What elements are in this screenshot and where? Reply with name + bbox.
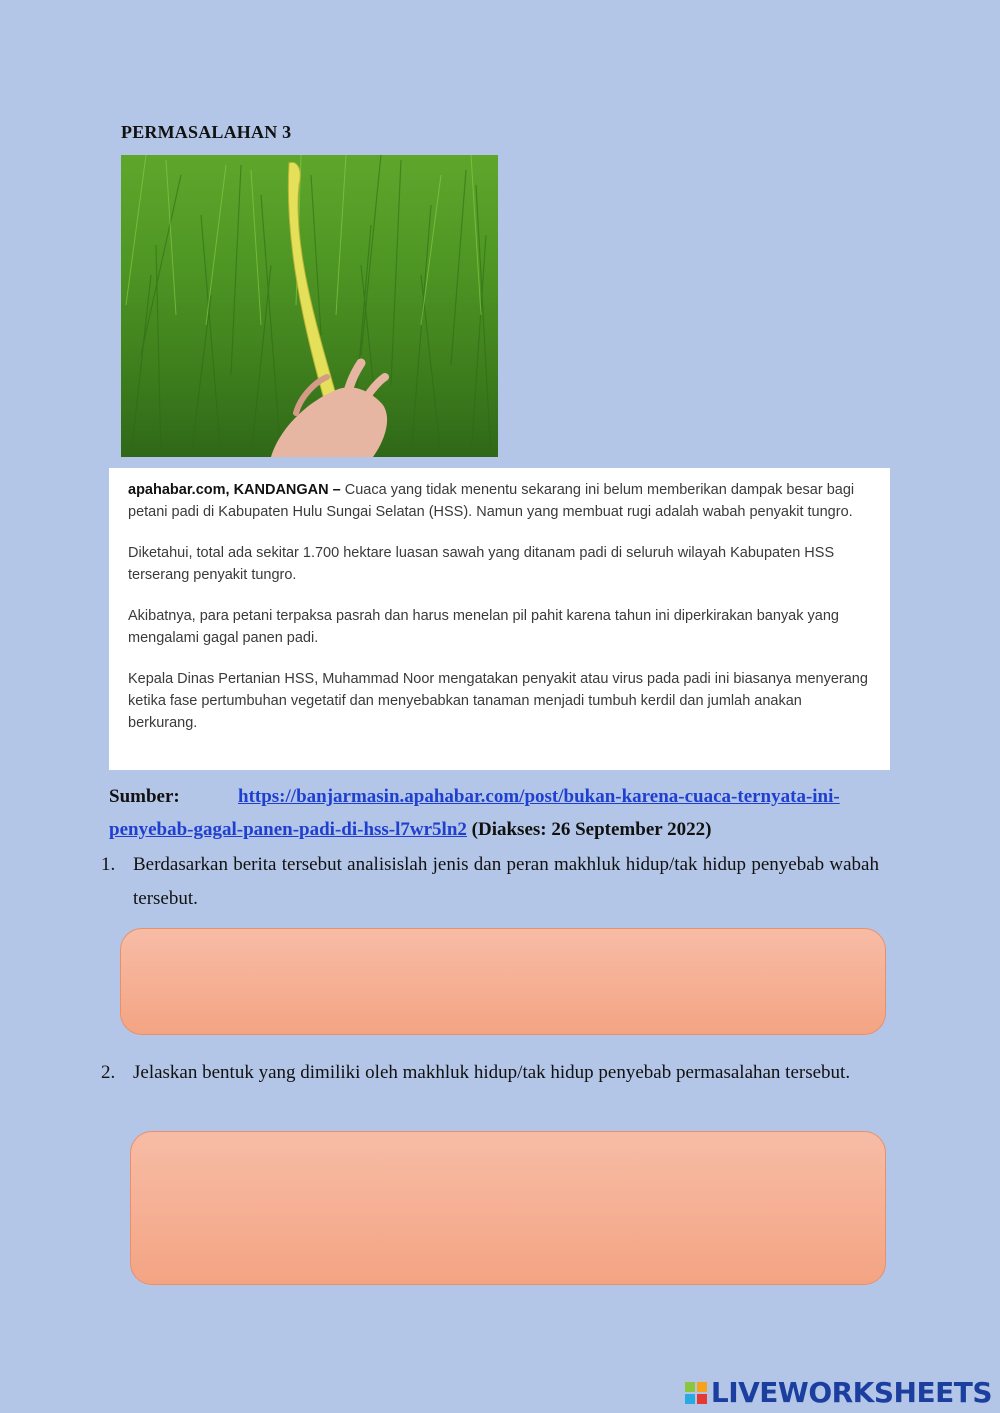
question-text: Berdasarkan berita tersebut analisislah jenis dan peran makhluk hidup/tak hidup penyebab wabah tersebut. — [133, 854, 879, 909]
source-label: Sumber: — [109, 786, 180, 807]
rice-field-photo — [121, 155, 498, 457]
news-paragraph — [128, 668, 872, 734]
news-paragraph — [128, 479, 872, 523]
source-citation — [109, 780, 879, 846]
question-2 — [101, 1056, 879, 1090]
news-paragraph — [128, 542, 872, 586]
question-number: 1. — [101, 854, 116, 875]
news-text: Akibatnya, para petani terpaksa pasrah dan harus menelan pil pahit karena tahun ini diperkirakan banyak yang mengalami gagal panen padi. — [128, 608, 839, 646]
news-article-box — [109, 468, 890, 770]
logo-text: LIVEWORKSHEETS — [710, 1376, 992, 1409]
source-link-part-2[interactable]: penyebab-gagal-panen-padi-di-hss-l7wr5ln2 — [109, 819, 467, 840]
news-text: Kepala Dinas Pertanian HSS, Muhammad Noor mengatakan penyakit atau virus pada padi ini biasanya menyerang ketika fase pertumbuhan vegetatif dan menyebabkan tanaman menjadi tumbuh kerdil dan jumlah anakan berkurang. — [128, 671, 868, 731]
answer-box-2[interactable] — [130, 1131, 886, 1285]
news-text: Diketahui, total ada sekitar 1.700 hektare luasan sawah yang ditanam padi di seluruh wilayah Kabupaten HSS terserang penyakit tungro. — [128, 545, 835, 583]
news-text: Cuaca yang tidak menentu sekarang ini belum memberikan dampak besar bagi petani padi di Kabupaten Hulu Sungai Selatan (HSS). Namun yang membuat rugi adalah wabah penyakit tungro. — [128, 482, 855, 520]
source-link-part-1[interactable]: https://banjarmasin.apahabar.com/post/bukan-karena-cuaca-ternyata-ini- — [238, 786, 840, 807]
section-heading: PERMASALAHAN 3 — [121, 122, 292, 142]
access-date: (Diakses: 26 September 2022) — [466, 819, 712, 840]
logo-blocks-icon — [685, 1382, 707, 1404]
liveworksheets-logo — [685, 1376, 992, 1409]
yellow-leaf-illustration — [121, 155, 498, 457]
news-paragraph — [128, 605, 872, 649]
question-1 — [101, 848, 879, 916]
answer-box-1[interactable] — [120, 928, 886, 1035]
news-lead: apahabar.com, KANDANGAN – — [128, 482, 341, 498]
question-number: 2. — [101, 1062, 116, 1083]
question-text: Jelaskan bentuk yang dimiliki oleh makhluk hidup/tak hidup penyebab permasalahan tersebut. — [133, 1062, 851, 1083]
